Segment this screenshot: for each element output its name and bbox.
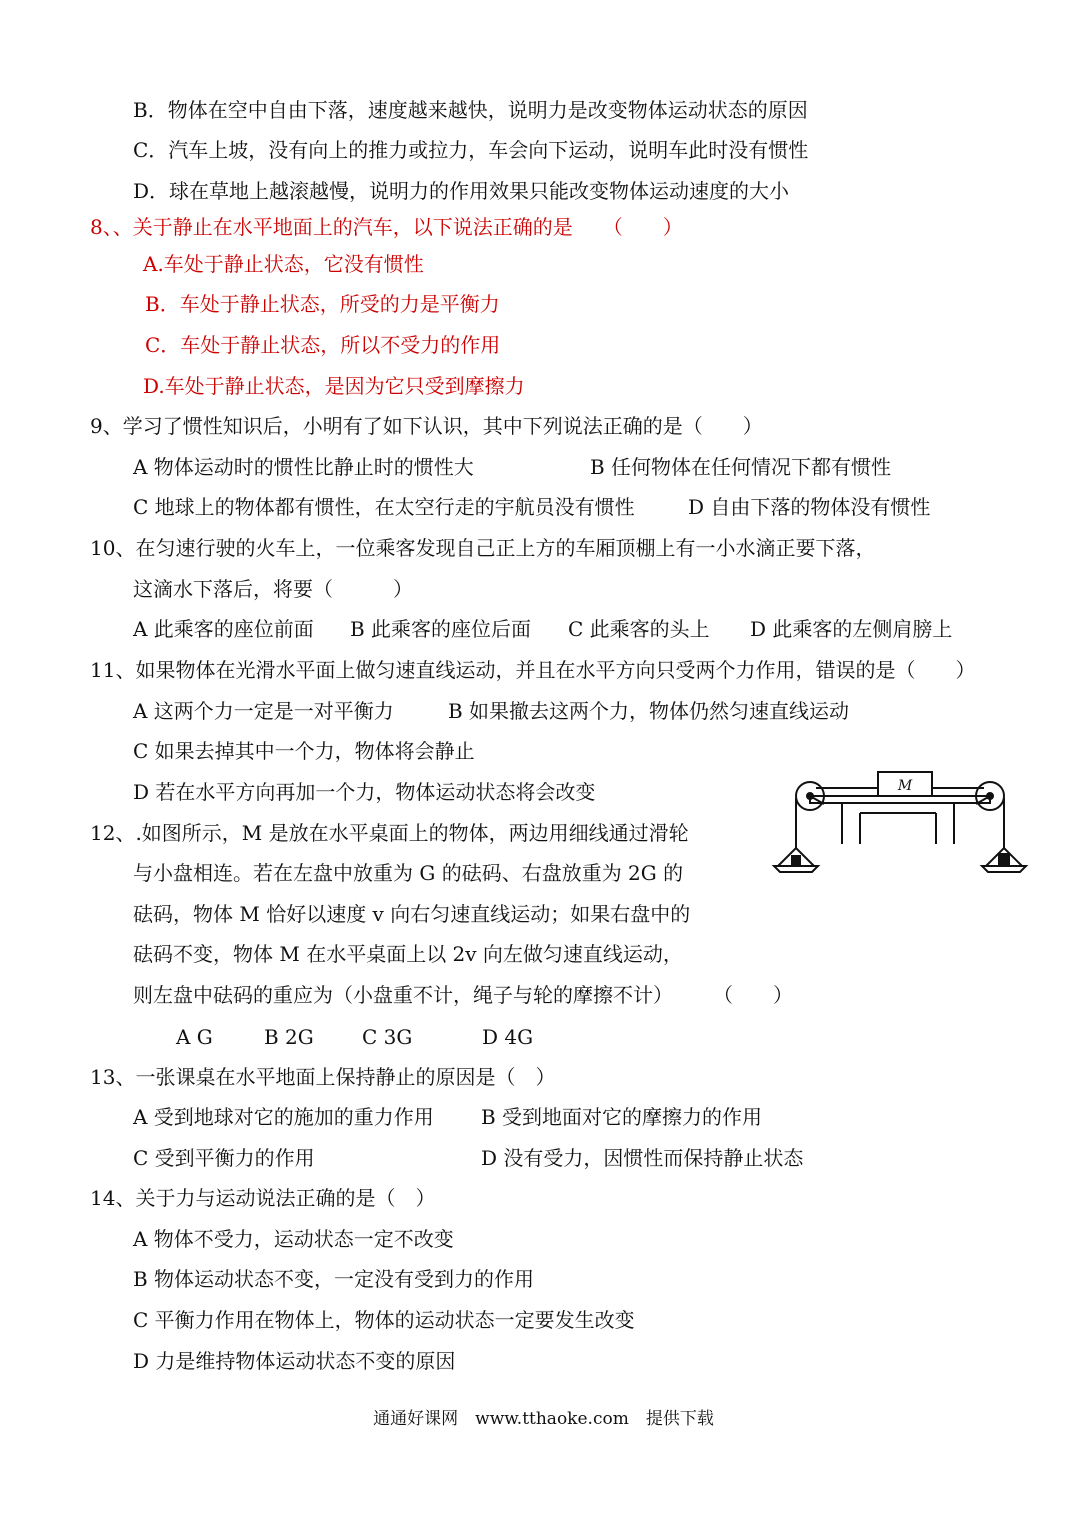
q11-option-b: B 如果撤去这两个力，物体仍然匀速直线运动 <box>448 699 850 723</box>
q11-option-c: C 如果去掉其中一个力，物体将会静止 <box>133 739 475 763</box>
q10-stem-line2: 这滴水下落后，将要（ ） <box>133 577 413 601</box>
pan-left <box>774 866 818 872</box>
pulley-diagram-svg <box>760 758 1040 888</box>
q10-option-c: C 此乘客的头上 <box>568 617 710 641</box>
q14-stem: 14、关于力与运动说法正确的是（ ） <box>90 1186 436 1210</box>
q12-stem-line3: 砝码，物体 M 恰好以速度 v 向右匀速直线运动；如果右盘中的 <box>133 902 691 926</box>
q12-option-c: C 3G <box>362 1025 413 1049</box>
q11-stem: 11、如果物体在光滑水平面上做匀速直线运动，并且在水平方向只受两个力作用，错误的是（ ） <box>90 658 976 682</box>
q11-option-d: D 若在水平方向再加一个力，物体运动状态将会改变 <box>133 780 596 804</box>
q8-option-d: D.车处于静止状态，是因为它只受到摩擦力 <box>143 374 525 398</box>
table-top <box>810 796 990 803</box>
q13-option-c: C 受到平衡力的作用 <box>133 1146 315 1170</box>
q9-option-c: C 地球上的物体都有惯性，在太空行走的宇航员没有惯性 <box>133 495 635 519</box>
q8-option-a: A.车处于静止状态，它没有惯性 <box>143 252 424 276</box>
q13-stem: 13、一张课桌在水平地面上保持静止的原因是（ ） <box>90 1065 556 1089</box>
q14-option-a: A 物体不受力，运动状态一定不改变 <box>133 1227 454 1251</box>
page-footer: 通通好课网 www.tthaoke.com 提供下载 <box>373 1409 714 1429</box>
q10-stem-line1: 10、在匀速行驶的火车上，一位乘客发现自己正上方的车厢顶棚上有一小水滴正要下落， <box>90 536 876 560</box>
q9-option-d: D 自由下落的物体没有惯性 <box>688 495 931 519</box>
q12-stem-line5: 则左盘中砝码的重应为（小盘重不计，绳子与轮的摩擦不计） （ ） <box>133 983 793 1007</box>
q10-option-b: B 此乘客的座位后面 <box>350 617 532 641</box>
q13-option-b: B 受到地面对它的摩擦力的作用 <box>481 1105 763 1129</box>
q12-stem-line4: 砝码不变，物体 M 在水平桌面上以 2v 向左做匀速直线运动， <box>133 942 683 966</box>
q7-option-b: B．物体在空中自由下落，速度越来越快，说明力是改变物体运动状态的原因 <box>133 98 808 122</box>
q7-option-c: C．汽车上坡，没有向上的推力或拉力，车会向下运动，说明车此时没有惯性 <box>133 138 809 162</box>
q8-option-c: C．车处于静止状态，所以不受力的作用 <box>145 333 501 357</box>
q12-stem-line2: 与小盘相连。若在左盘中放重为 G 的砝码、右盘放重为 2G 的 <box>133 861 684 885</box>
q14-option-d: D 力是维持物体运动状态不变的原因 <box>133 1349 456 1373</box>
q13-option-d: D 没有受力，因惯性而保持静止状态 <box>481 1146 804 1170</box>
q7-option-d: D．球在草地上越滚越慢，说明力的作用效果只能改变物体运动速度的大小 <box>133 179 790 203</box>
weight-left <box>791 855 801 866</box>
q13-option-a: A 受到地球对它的施加的重力作用 <box>133 1105 434 1129</box>
q9-option-a: A 物体运动时的惯性比静止时的惯性大 <box>133 455 474 479</box>
q14-option-b: B 物体运动状态不变，一定没有受到力的作用 <box>133 1267 535 1291</box>
pulley-diagram <box>760 758 1040 888</box>
q12-option-d: D 4G <box>482 1025 534 1049</box>
q9-stem: 9、学习了惯性知识后，小明有了如下认识，其中下列说法正确的是（ ） <box>90 414 763 438</box>
q9-option-b: B 任何物体在任何情况下都有惯性 <box>590 455 892 479</box>
q10-option-d: D 此乘客的左侧肩膀上 <box>750 617 953 641</box>
q8-option-b: B．车处于静止状态，所受的力是平衡力 <box>145 292 500 316</box>
q8-stem: 8、、关于静止在水平地面上的汽车，以下说法正确的是 （ ） <box>90 215 683 239</box>
weight-right <box>998 853 1010 866</box>
q12-stem-line1: 12、.如图所示，M 是放在水平桌面上的物体，两边用细线通过滑轮 <box>90 821 689 845</box>
q12-option-a: A G <box>176 1025 213 1049</box>
pan-right <box>982 866 1026 872</box>
block-m-label: M <box>897 778 913 794</box>
q10-option-a: A 此乘客的座位前面 <box>133 617 314 641</box>
q14-option-c: C 平衡力作用在物体上，物体的运动状态一定要发生改变 <box>133 1308 635 1332</box>
q11-option-a: A 这两个力一定是一对平衡力 <box>133 699 394 723</box>
q12-option-b: B 2G <box>264 1025 314 1049</box>
